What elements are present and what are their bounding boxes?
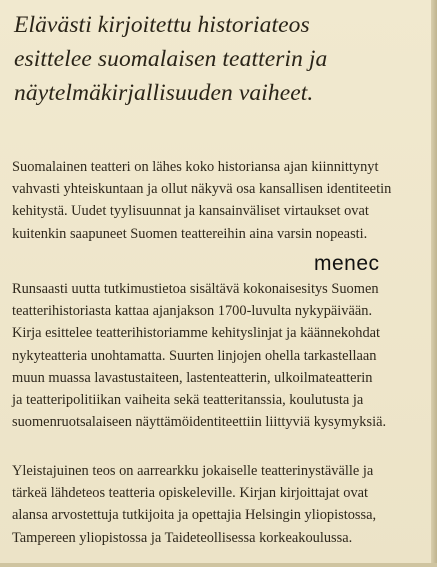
text-line: Suomalainen teatteri on lähes koko historiansa ajan kiinnittynyt bbox=[12, 159, 379, 175]
text-line: Kirja esittelee teatterihistoriamme kehityslinjat ja käännekohdat bbox=[12, 325, 381, 342]
headline-line: esittelee suomalaisen teatterin ja bbox=[14, 46, 328, 72]
text-line: Tampereen yliopistossa ja Taideteollisessa korkeakoulussa. bbox=[12, 529, 353, 546]
cover-edge-shadow bbox=[431, 0, 437, 567]
text-line: kehitystä. Uudet tyylisuunnat ja kansainväliset virtaukset ovat bbox=[12, 203, 369, 220]
paragraph-intro bbox=[12, 156, 428, 245]
text-line: muun muassa lavastustaiteen, lastenteatterin, ulkoilmateatterin bbox=[12, 369, 373, 386]
text-line: Runsaasti uutta tutkimustietoa sisältävä kokonaisesitys Suomen bbox=[12, 281, 379, 297]
text-line: kuitenkin saapuneet Suomen teattereihin aina varsin nopeasti. bbox=[12, 225, 368, 242]
text-line: teatterihistoriasta kattaa ajanjakson 1700-luvulta nykypäivään. bbox=[12, 303, 373, 320]
text-line: ja teatteripolitiikan vaiheita sekä teatteritanssia, koulutusta ja bbox=[12, 392, 364, 409]
text-line: Yleistajuinen teos on aarrearkku jokaiselle teatterinystävälle ja bbox=[12, 463, 374, 479]
paragraph-authors bbox=[12, 460, 428, 549]
text-line: suomenruotsalaiseen näyttämöidentiteettiin liittyviä kysymyksiä. bbox=[12, 414, 387, 431]
cover-bottom-edge bbox=[0, 563, 437, 567]
text-line: alansa arvostettuja tutkijoita ja opettajia Helsingin yliopistossa, bbox=[12, 507, 377, 524]
headline-line: näytelmäkirjallisuuden vaiheet. bbox=[14, 80, 314, 106]
overlay-stamp-text: menec bbox=[314, 252, 380, 275]
text-line: vahvasti yhteiskuntaan ja ollut näkyvä osa kansallisen identiteetin bbox=[12, 181, 392, 198]
text-line: tärkeä lähdeteos teatteria opiskeleville. Kirjan kirjoittajat ovat bbox=[12, 485, 369, 502]
text-line: nykyteatteria unohtamatta. Suurten linjojen ohella tarkastellaan bbox=[12, 347, 377, 364]
headline bbox=[14, 8, 424, 110]
paragraph-content bbox=[12, 278, 428, 433]
headline-line: Elävästi kirjoitettu historiateos bbox=[14, 12, 310, 38]
